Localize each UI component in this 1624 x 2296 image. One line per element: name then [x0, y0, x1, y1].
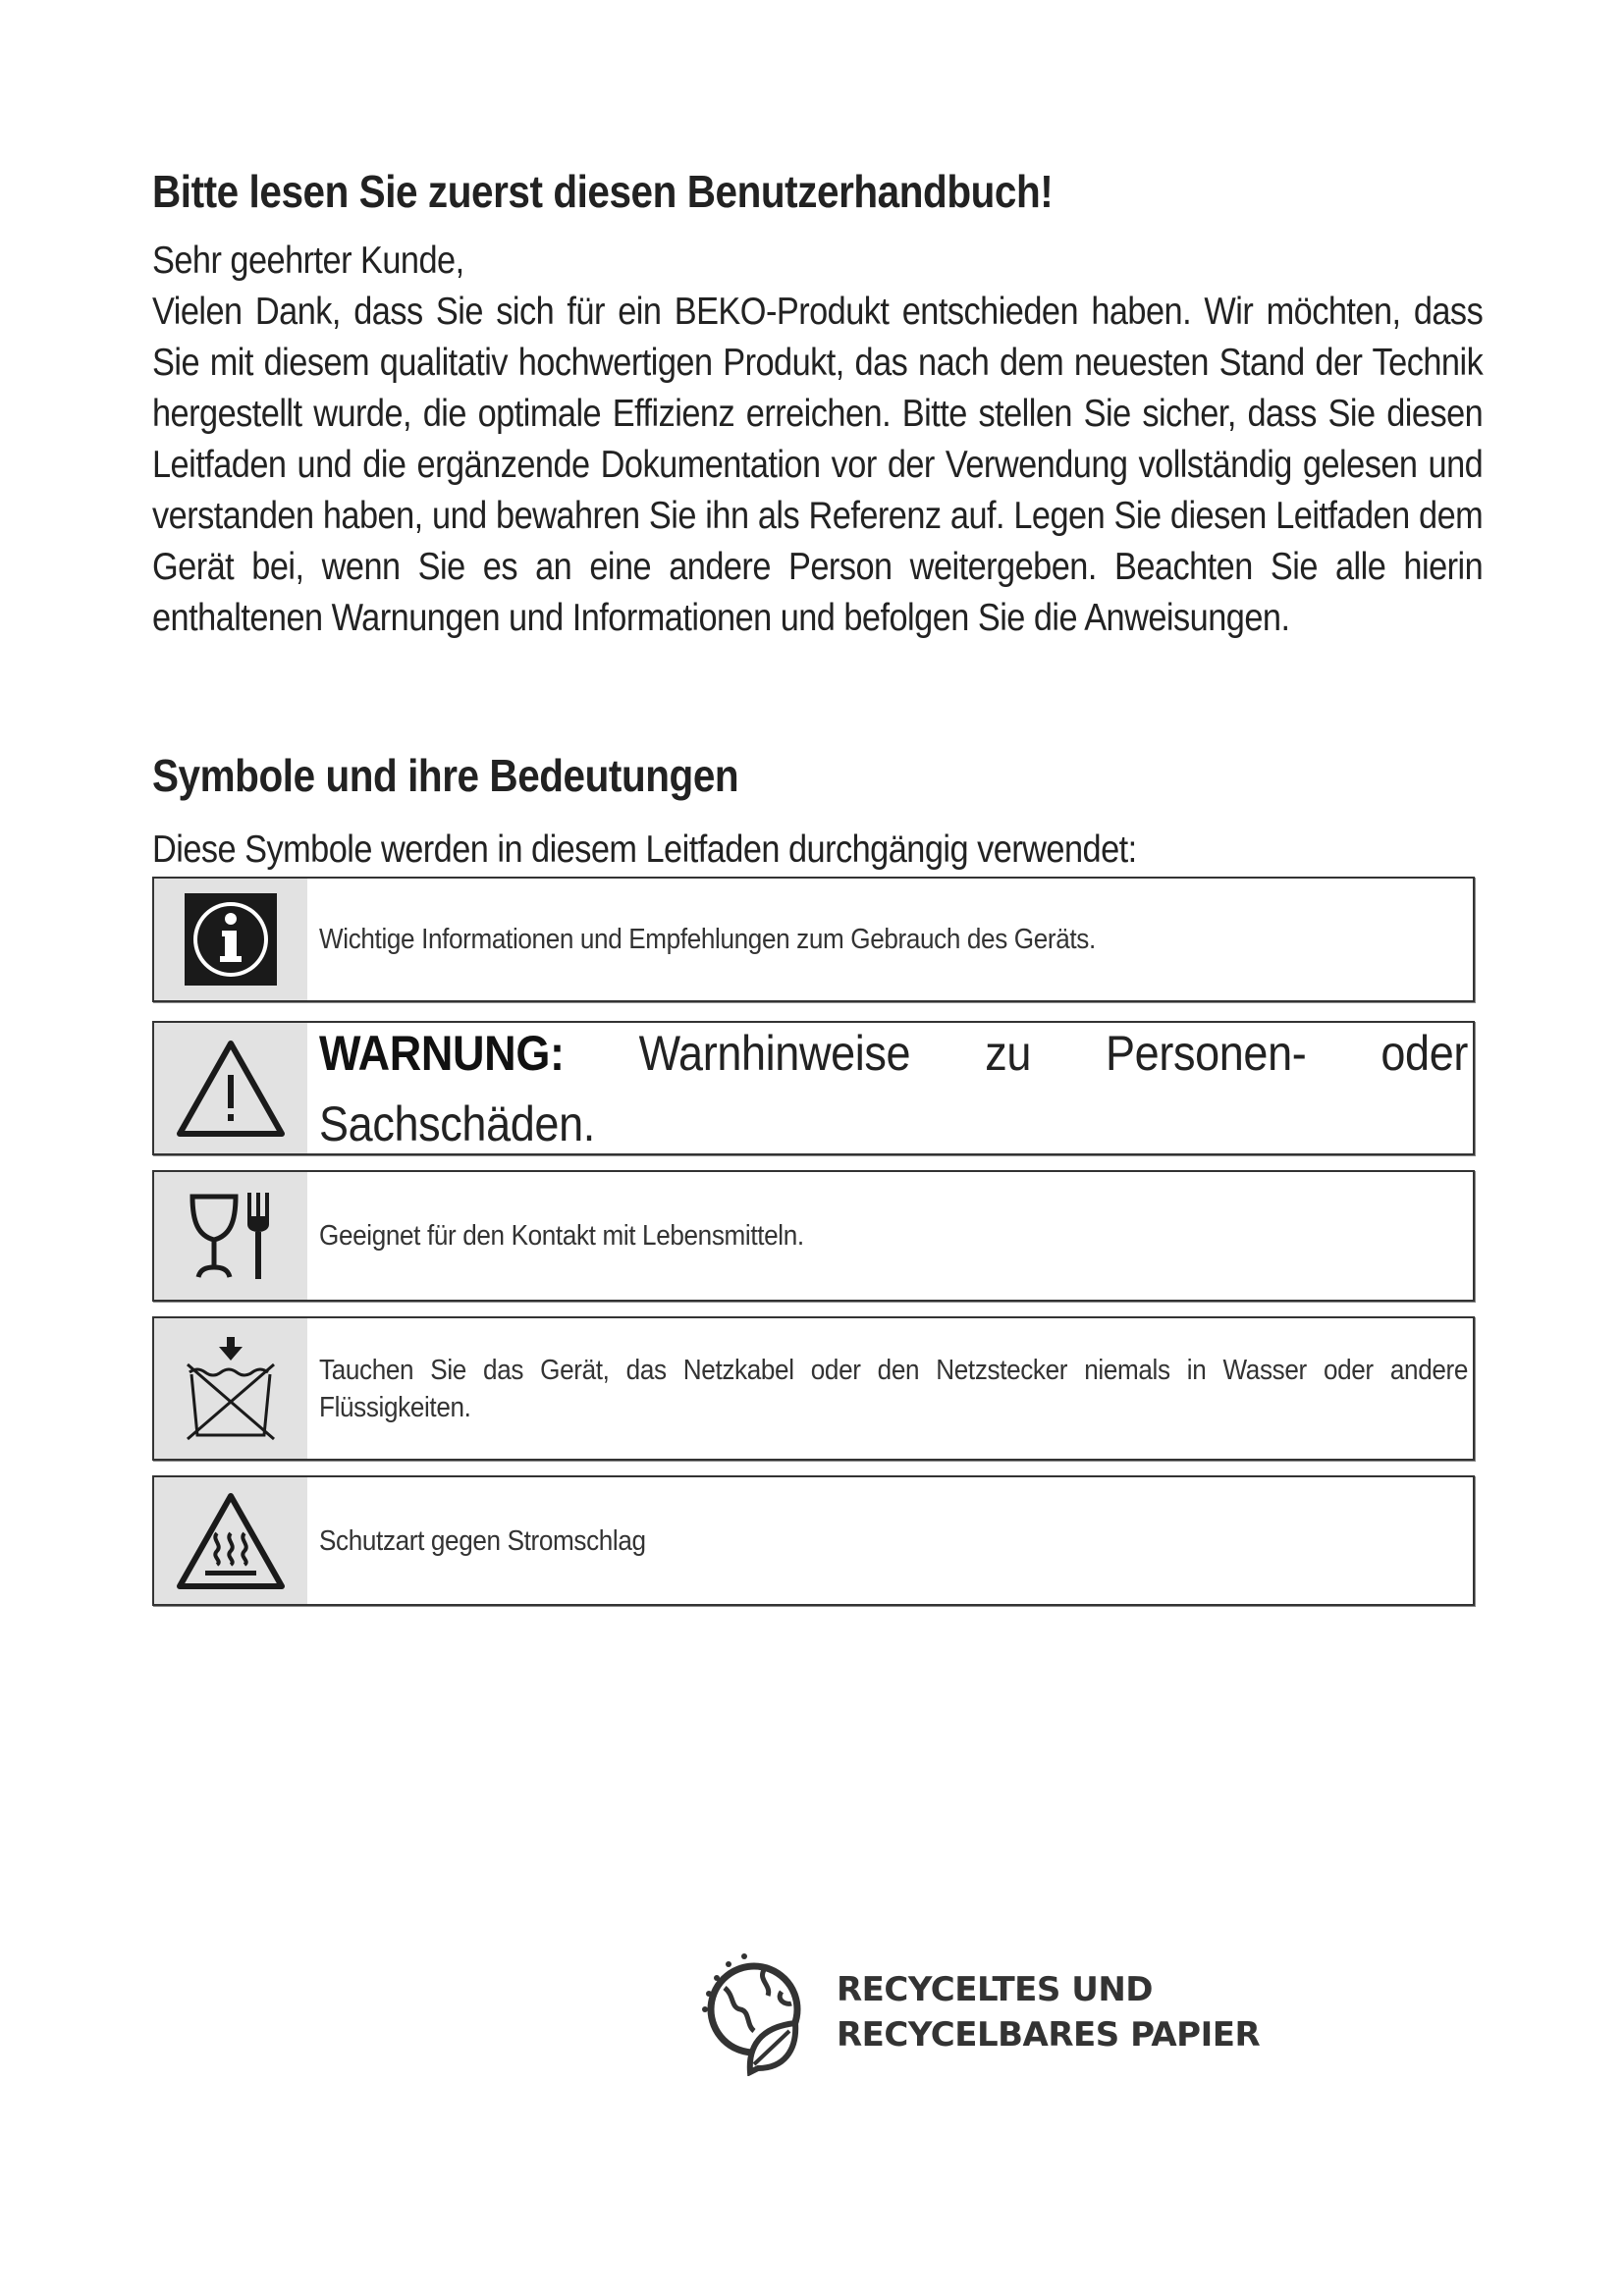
recycle-line-1: RECYCELTES UND — [837, 1970, 1154, 2009]
info-icon — [154, 879, 307, 1000]
symbols-heading: Symbole und ihre Bedeutungen — [152, 750, 739, 801]
warning-triangle-icon — [154, 1023, 307, 1153]
symbols-lead: Diese Symbole werden in diesem Leitfaden durchgängig verwendet: — [152, 828, 1137, 871]
no-immersion-icon — [154, 1318, 307, 1459]
symbol-hot-text: Schutzart gegen Stromschlag — [319, 1524, 646, 1557]
page-title: Bitte lesen Sie zuerst diesen Benutzerhandbuch! — [152, 166, 1054, 217]
intro-section — [152, 236, 1484, 644]
hot-surface-icon — [154, 1477, 307, 1604]
symbol-row-food — [152, 1170, 1475, 1302]
symbol-food-text: Geeignet für den Kontakt mit Lebensmitteln. — [319, 1220, 804, 1252]
greeting: Sehr geehrter Kunde, — [152, 240, 464, 282]
symbol-info-text: Wichtige Informationen und Empfehlungen zum Gebrauch des Geräts. — [319, 924, 1096, 955]
intro-paragraph: Vielen Dank, dass Sie sich für ein BEKO-Produkt entschieden haben. Wir möchten, dass Sie mit diesem qualitativ hochwertigen Produkt, das nach dem neuesten Stand der Technik hergestellt wurde, die optimale Effizienz erreichen. Bitte stellen Sie sicher, dass Sie diesen Leitfaden und die ergänzende Dokumentation vor der Verwendung vollständig gelesen und verstanden haben, und bewahren Sie ihn als Referenz auf. Legen Sie diesen Leitfaden dem Gerät bei, wenn Sie es an eine andere Person weitergeben. Beachten Sie alle hierin enthaltenen Warnungen und Informationen und befolgen Sie die Anweisungen. — [152, 291, 1484, 639]
symbol-row-hot-surface — [152, 1475, 1475, 1606]
recycle-line-2: RECYCELBARES PAPIER — [837, 2015, 1261, 2055]
symbol-row-warning — [152, 1021, 1475, 1155]
recycled-paper-badge — [695, 1949, 1260, 2076]
warning-label: WARNUNG: — [319, 1025, 565, 1081]
symbol-row-immersion — [152, 1316, 1475, 1461]
recycle-label — [837, 1967, 1260, 2057]
food-contact-icon — [154, 1172, 307, 1300]
symbol-immersion-text: Tauchen Sie das Gerät, das Netzkabel oder den Netzstecker niemals in Wasser oder andere Flüssigkeiten. — [319, 1354, 1468, 1423]
symbol-warning-text: Warnhinweise zu Personen- oder Sachschäden. — [319, 1025, 1468, 1151]
symbol-row-info — [152, 877, 1475, 1002]
recycled-paper-icon — [695, 1949, 823, 2076]
